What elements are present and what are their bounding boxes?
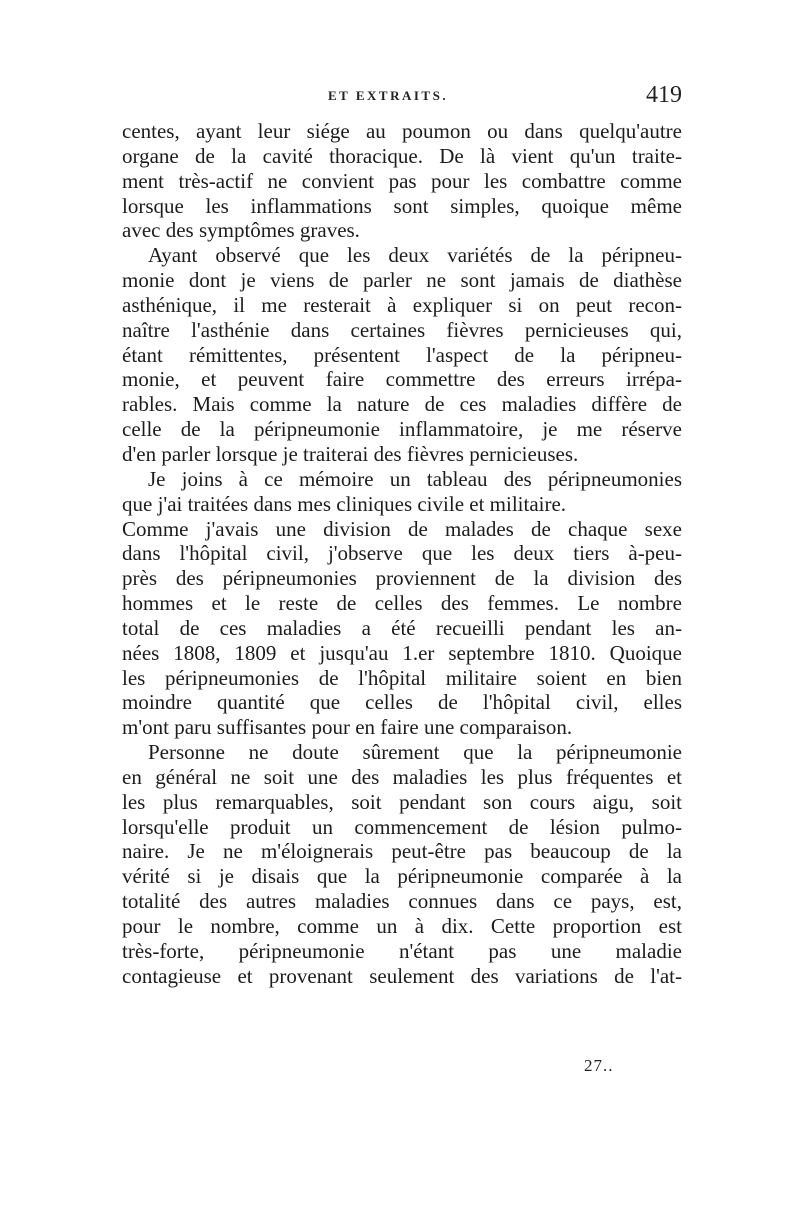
page-number: 419	[646, 82, 682, 108]
text-line: contagieuse et provenant seulement des variations de l'at-	[122, 963, 682, 988]
text-line: avec des symptômes graves.	[122, 218, 360, 243]
text-line: les plus remarquables, soit pendant son cours aigu, soit	[122, 789, 682, 814]
text-line: que j'ai traitées dans mes cliniques civile et militaire.	[122, 491, 567, 516]
text-line: monie, et peuvent faire commettre des erreurs irrépa-	[122, 367, 682, 392]
text-line: lorsqu'elle produit un commencement de lésion pulmo-	[122, 814, 682, 839]
text-line: celle de la péripneumonie inflammatoire, je me réserve	[122, 417, 682, 442]
text-line: totalité des autres maladies connues dans ce pays, est,	[122, 889, 682, 914]
text-line: rables. Mais comme la nature de ces maladies diffère de	[122, 392, 682, 417]
text-line: pour le nombre, comme un à dix. Cette proportion est	[122, 914, 682, 938]
text-line: d'en parler lorsque je traiterai des fièvres pernicieuses.	[122, 441, 579, 466]
text-line: centes, ayant leur siége au poumon ou dans quelqu'autre	[122, 119, 682, 143]
text-line: les péripneumonies de l'hôpital militaire soient en bien	[122, 665, 682, 690]
text-line: vérité si je disais que la péripneumonie comparée à la	[122, 864, 682, 889]
body-text	[122, 119, 682, 989]
text-line: Je joins à ce mémoire un tableau des péripneumonies	[148, 466, 682, 491]
text-line: nées 1808, 1809 et jusqu'au 1.er septembre 1810. Quoique	[122, 640, 682, 665]
text-line: moindre quantité que celles de l'hôpital civil, elles	[122, 690, 682, 715]
running-head: ET EXTRAITS.	[328, 88, 449, 103]
text-line: dans l'hôpital civil, j'observe que les deux tiers à-peu-	[122, 541, 682, 566]
text-line: naire. Je ne m'éloignerais peut-être pas beaucoup de la	[122, 839, 682, 864]
text-line: étant rémittentes, présentent l'aspect de la péripneu-	[122, 342, 682, 367]
text-line: Ayant observé que les deux variétés de la péripneu-	[148, 243, 682, 268]
text-line: naître l'asthénie dans certaines fièvres pernicieuses qui,	[122, 317, 682, 342]
text-line: très-forte, péripneumonie n'étant pas une maladie	[122, 938, 682, 963]
text-line: en général ne soit une des maladies les plus fréquentes et	[122, 764, 682, 789]
text-line: Comme j'avais une division de malades de chaque sexe	[122, 516, 682, 541]
text-line: lorsque les inflammations sont simples, quoique même	[122, 193, 682, 218]
text-line: près des péripneumonies proviennent de la division des	[122, 566, 682, 591]
text-line: monie dont je viens de parler ne sont jamais de diathèse	[122, 268, 682, 293]
text-line: hommes et le reste de celles des femmes. Le nombre	[122, 591, 682, 616]
text-line: total de ces maladies a été recueilli pendant les an-	[122, 615, 682, 640]
text-line: ment très-actif ne convient pas pour les combattre comme	[122, 168, 682, 193]
signature-mark: 27..	[584, 1056, 614, 1075]
text-line: Personne ne doute sûrement que la péripneumonie	[148, 740, 682, 765]
text-line: asthénique, il me resterait à expliquer si on peut recon-	[122, 292, 682, 317]
page-header	[122, 82, 682, 112]
text-line: m'ont paru suffisantes pour en faire une comparaison.	[122, 715, 573, 740]
text-line: organe de la cavité thoracique. De là vient qu'un traite-	[122, 143, 682, 168]
